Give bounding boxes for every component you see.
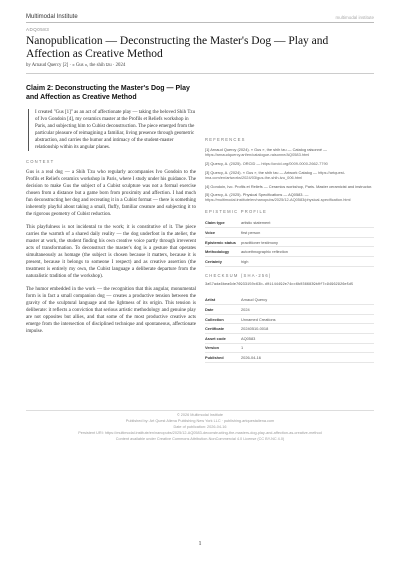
table-row: Claim type artistic statement	[205, 219, 374, 228]
table-row: Date 2024	[205, 305, 374, 315]
context-label: CONTEXT	[26, 159, 55, 164]
publisher-line[interactable]: Published by: Art Quest Aliena Publishing New York LLC · publishing.artquestaliena.com	[125, 419, 275, 423]
checksum-label: CHECKSUM (SHA-256)	[205, 272, 272, 278]
reference-item: [1] Arnaud Quercy (2024). « Gus », the shih tzu — Catalog raisonné — https://arnaudquercy.art/en/catalogue-raisonne/AQ0583.html	[205, 147, 327, 158]
table-row: Methodology autoethnographic reflection	[205, 247, 374, 257]
page-header	[26, 12, 374, 22]
site-watermark: multimodal institute	[335, 14, 374, 20]
header-divider	[26, 22, 374, 23]
table-row: Published 2026-04-16	[205, 353, 374, 363]
epistemic-table	[205, 219, 374, 267]
persistent-uri-line[interactable]: Persistent URI: https://multimodal.institute/en/nanopubs/2025/12-AQ0583-deconstructing-the-masters-dog-play-and-affection-as-creative-method	[78, 431, 322, 435]
footer-divider	[26, 410, 374, 411]
copyright-line: © 2026 Multimodal Institute	[176, 413, 224, 417]
metadata-table	[205, 296, 374, 363]
context-paragraph: The humor embedded in the work — the recognition that this angular, monumental form is in fact a small companion dog — creates a productive tension between the gravity of the sculptural language and the lightness of its origin. This tension is deliberate: it reflects a conviction that serious artistic methodology and genuine play are not opposites but allies, and that some of the most productive creative acts emerge from the intersection of disciplined technique and spontaneous, affectionate impulse.	[26, 287, 196, 334]
table-row: Asset code AQ0583	[205, 333, 374, 343]
reference-link[interactable]: https://orcid.org/0009-0000-2662-7790	[261, 160, 328, 166]
context-paragraph: Gus is a real dog — a Shih Tzu who regularly accompanies Ivo Gondoin to the Profils et Reliefs ceramics workshop in Paris, where I study under his guidance. The decision to make Gus the subject of a Cubist sculpture was not a formal exercise chosen from a distance but a game born from proximity and affection. I had much fun deconstructing her dog and recreating it in a Cubist format — there is something inherently playful about taking a small, fluffy, familiar creature and subjecting it to the rigorous geometry of Cubist reduction.	[26, 170, 196, 217]
table-row: Artist Arnaud Quercy	[205, 296, 374, 305]
main-column	[26, 85, 196, 341]
reference-link[interactable]: https://artquest-ima.com/en/artworks/2024/03/gus-the-shih-tzu_006.html	[205, 169, 346, 180]
publication-date-line: Date of publication: 2026-04-16	[173, 425, 227, 429]
context-paragraph: This playfulness is not incidental to the work; it is constitutive of it. The piece carries the warmth of a shared daily reality — the dog underfoot in the atelier, the master at work, the student finding his own creative voice partly through irreverent acts of transformation. To deconstruct the master's dog is a gesture that operates simultaneously as homage (the subject is chosen because it matters, because it is present, because it belongs to someone I respect) and as creative assertion (the treatment is entirely my own, the Cubist language a deliberate departure from the naturalistic tradition of the workshop).	[26, 225, 196, 279]
page-number: 1	[198, 541, 202, 547]
reference-item: [2] Quercy, A. (2025). ORCID — https://orcid.org/0009-0000-2662-7790	[205, 160, 328, 166]
document-id: ADQ0583	[26, 27, 50, 32]
epistemic-label: EPISTEMIC PROFILE	[205, 208, 268, 214]
table-row: Voice first person	[205, 228, 374, 238]
table-row: Epistemic status practitioner testimony	[205, 237, 374, 247]
reference-link[interactable]: https://arnaudquercy.art/en/catalogue-raisonne/AQ0583.html	[205, 152, 310, 158]
table-row: Certificate 20240510-0018	[205, 324, 374, 334]
title-divider	[26, 73, 374, 74]
reference-item: [4] Gondoin, Ivo. Profils et Reliefs — Ceramics workshop, Paris. Master ceramicist and instructor.	[205, 183, 373, 189]
table-row: Collection Unnamed Creations	[205, 314, 374, 324]
claim-abstract: I created "Gus [1]" as an act of affectionate play — taking the beloved Shih Tzu of Ivo Gondoin [4], my ceramics master at the Profils et Reliefs workshop in Paris, and subjecting him to Cubist deconstruction. The piece emerged from the particular pleasure of reimagining a familiar, living presence through geometric abstraction, and carries the humor and intimacy of the student-master relationship within its angular planes.	[28, 109, 196, 151]
side-column	[205, 85, 374, 363]
table-row: Certainty high	[205, 257, 374, 267]
page-footer	[26, 412, 374, 442]
reference-item: [5] Quercy, A. (2025). Physical Specifications — AQ0583. — https://multimodal.institute/en/nanopubs/2025/12-AQ0583/physical-specification.html	[205, 192, 351, 203]
references-label: REFERENCES	[205, 137, 246, 142]
site-name[interactable]: Multimodal Institute	[26, 14, 78, 20]
checksum-value: 3a57ada6bea6de76933150c63b-d01144492e74cc6b0366839b0f7c94962926e5d5	[205, 282, 354, 287]
page-title: Nanopublication — Deconstructing the Master's Dog — Play and Affection as Creative Method	[26, 35, 329, 60]
claim-heading: Claim 2: Deconstructing the Master's Dog — Play and Affection as Creative Method	[26, 85, 190, 101]
byline: by Arnaud Quercy [2] · « Gus », the shih tzu · 2024	[26, 63, 126, 68]
references-list	[205, 147, 374, 203]
reference-link[interactable]: https://multimodal.institute/en/nanopubs/2025/12-AQ0583/physical-specification.html	[205, 197, 351, 203]
reference-item: [3] Quercy, A. (2024). « Gus », the shih tzu — Artwork Catalog — https://artquest-ima.com/en/artworks/2024/03/gus-the-shih-tzu_006.html	[205, 169, 346, 180]
table-row: Version 1	[205, 343, 374, 353]
license-line[interactable]: Content available under Creative Commons Attribution-NonCommercial 4.0 License (CC BY-NC 4.0)	[115, 437, 285, 441]
